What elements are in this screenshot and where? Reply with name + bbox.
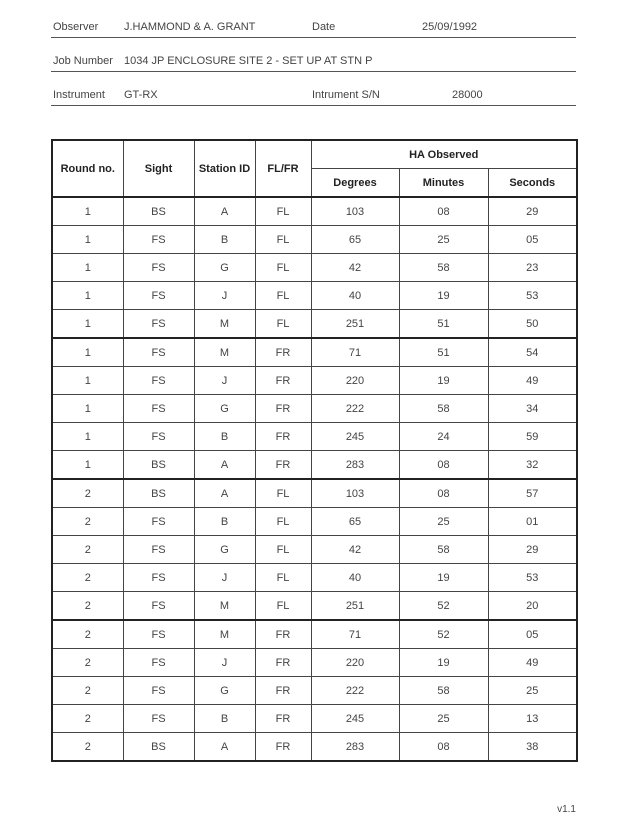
minutes-cell: 08 [399, 451, 488, 480]
face-cell: FR [255, 338, 311, 367]
degrees-cell: 220 [311, 649, 399, 677]
degrees-cell: 283 [311, 733, 399, 762]
face-cell: FR [255, 705, 311, 733]
seconds-cell: 13 [488, 705, 577, 733]
table-row [52, 536, 577, 564]
sight-cell: FS [123, 592, 194, 621]
degrees-cell: 71 [311, 338, 399, 367]
instrument-value: GT-RX [124, 89, 158, 101]
face-cell: FL [255, 592, 311, 621]
degrees-cell: 220 [311, 367, 399, 395]
col-round-header: Round no. [52, 140, 123, 197]
minutes-cell: 51 [399, 310, 488, 339]
table-row [52, 367, 577, 395]
station-cell: M [194, 620, 255, 649]
round-cell: 2 [52, 508, 123, 536]
round-cell: 2 [52, 649, 123, 677]
col-ha-observed-header: HA Observed [311, 140, 577, 169]
sight-cell: FS [123, 338, 194, 367]
degrees-cell: 103 [311, 479, 399, 508]
station-cell: M [194, 592, 255, 621]
face-cell: FR [255, 649, 311, 677]
face-cell: FL [255, 226, 311, 254]
round-cell: 1 [52, 451, 123, 480]
col-face-header: FL/FR [255, 140, 311, 197]
round-cell: 1 [52, 423, 123, 451]
table-row [52, 705, 577, 733]
round-cell: 2 [52, 564, 123, 592]
degrees-cell: 222 [311, 677, 399, 705]
job-number-value: 1034 JP ENCLOSURE SITE 2 - SET UP AT STN P [124, 55, 373, 67]
degrees-cell: 251 [311, 310, 399, 339]
minutes-cell: 51 [399, 338, 488, 367]
table-row [52, 620, 577, 649]
date-value: 25/09/1992 [422, 21, 478, 33]
sight-cell: FS [123, 536, 194, 564]
face-cell: FL [255, 536, 311, 564]
table-row [52, 197, 577, 226]
face-cell: FL [255, 508, 311, 536]
seconds-cell: 53 [488, 564, 577, 592]
degrees-cell: 40 [311, 282, 399, 310]
seconds-cell: 49 [488, 367, 577, 395]
sight-cell: BS [123, 733, 194, 762]
seconds-cell: 20 [488, 592, 577, 621]
station-cell: J [194, 649, 255, 677]
round-cell: 2 [52, 536, 123, 564]
sight-cell: FS [123, 620, 194, 649]
instrument-row [51, 87, 576, 106]
seconds-cell: 38 [488, 733, 577, 762]
sight-cell: BS [123, 451, 194, 480]
station-cell: G [194, 536, 255, 564]
seconds-cell: 25 [488, 677, 577, 705]
table-row [52, 479, 577, 508]
table-row [52, 592, 577, 621]
station-cell: G [194, 254, 255, 282]
station-cell: B [194, 705, 255, 733]
degrees-cell: 65 [311, 508, 399, 536]
sight-cell: FS [123, 508, 194, 536]
station-cell: B [194, 226, 255, 254]
minutes-cell: 19 [399, 367, 488, 395]
round-cell: 1 [52, 338, 123, 367]
face-cell: FR [255, 395, 311, 423]
round-cell: 1 [52, 197, 123, 226]
station-cell: B [194, 508, 255, 536]
table-row [52, 338, 577, 367]
sight-cell: FS [123, 677, 194, 705]
observation-table [51, 139, 578, 762]
table-row [52, 423, 577, 451]
round-cell: 1 [52, 254, 123, 282]
station-cell: G [194, 677, 255, 705]
col-degrees-header: Degrees [311, 169, 399, 198]
seconds-cell: 34 [488, 395, 577, 423]
instrument-label: Instrument [53, 89, 105, 101]
station-cell: J [194, 564, 255, 592]
sight-cell: FS [123, 395, 194, 423]
round-cell: 1 [52, 226, 123, 254]
instrument-serial-value: 28000 [452, 89, 483, 101]
round-cell: 2 [52, 479, 123, 508]
seconds-cell: 01 [488, 508, 577, 536]
minutes-cell: 25 [399, 508, 488, 536]
minutes-cell: 08 [399, 197, 488, 226]
face-cell: FR [255, 677, 311, 705]
date-label: Date [312, 21, 336, 33]
station-cell: M [194, 310, 255, 339]
table-row [52, 254, 577, 282]
degrees-cell: 65 [311, 226, 399, 254]
sight-cell: FS [123, 423, 194, 451]
minutes-cell: 24 [399, 423, 488, 451]
minutes-cell: 25 [399, 226, 488, 254]
col-station-header: Station ID [194, 140, 255, 197]
face-cell: FL [255, 197, 311, 226]
minutes-cell: 58 [399, 254, 488, 282]
col-minutes-header: Minutes [399, 169, 488, 198]
station-cell: J [194, 282, 255, 310]
round-cell: 2 [52, 705, 123, 733]
round-cell: 2 [52, 677, 123, 705]
round-cell: 1 [52, 395, 123, 423]
minutes-cell: 58 [399, 395, 488, 423]
table-row [52, 226, 577, 254]
sight-cell: BS [123, 197, 194, 226]
minutes-cell: 19 [399, 564, 488, 592]
station-cell: G [194, 395, 255, 423]
seconds-cell: 53 [488, 282, 577, 310]
station-cell: B [194, 423, 255, 451]
seconds-cell: 49 [488, 649, 577, 677]
degrees-cell: 245 [311, 705, 399, 733]
degrees-cell: 251 [311, 592, 399, 621]
table-row [52, 649, 577, 677]
round-cell: 1 [52, 310, 123, 339]
degrees-cell: 40 [311, 564, 399, 592]
observer-row [51, 19, 576, 38]
face-cell: FL [255, 282, 311, 310]
seconds-cell: 05 [488, 226, 577, 254]
minutes-cell: 08 [399, 479, 488, 508]
degrees-cell: 71 [311, 620, 399, 649]
station-cell: J [194, 367, 255, 395]
table-row [52, 733, 577, 762]
sight-cell: FS [123, 705, 194, 733]
table-row [52, 508, 577, 536]
sight-cell: FS [123, 254, 194, 282]
minutes-cell: 25 [399, 705, 488, 733]
minutes-cell: 52 [399, 592, 488, 621]
table-row [52, 451, 577, 480]
col-sight-header: Sight [123, 140, 194, 197]
face-cell: FR [255, 733, 311, 762]
instrument-serial-label: Intrument S/N [312, 89, 380, 101]
seconds-cell: 23 [488, 254, 577, 282]
face-cell: FR [255, 451, 311, 480]
degrees-cell: 42 [311, 254, 399, 282]
table-row [52, 564, 577, 592]
job-number-row [51, 53, 576, 72]
table-row [52, 395, 577, 423]
sight-cell: FS [123, 282, 194, 310]
observer-label: Observer [53, 21, 99, 33]
degrees-cell: 103 [311, 197, 399, 226]
col-seconds-header: Seconds [488, 169, 577, 198]
face-cell: FL [255, 564, 311, 592]
sight-cell: FS [123, 226, 194, 254]
degrees-cell: 222 [311, 395, 399, 423]
station-cell: M [194, 338, 255, 367]
minutes-cell: 19 [399, 649, 488, 677]
round-cell: 2 [52, 733, 123, 762]
round-cell: 2 [52, 620, 123, 649]
seconds-cell: 50 [488, 310, 577, 339]
sight-cell: FS [123, 310, 194, 339]
seconds-cell: 54 [488, 338, 577, 367]
face-cell: FL [255, 254, 311, 282]
table-row [52, 677, 577, 705]
version-label: v1.1 [557, 804, 576, 815]
minutes-cell: 19 [399, 282, 488, 310]
seconds-cell: 59 [488, 423, 577, 451]
degrees-cell: 245 [311, 423, 399, 451]
round-cell: 1 [52, 367, 123, 395]
seconds-cell: 05 [488, 620, 577, 649]
sight-cell: FS [123, 649, 194, 677]
station-cell: A [194, 197, 255, 226]
seconds-cell: 29 [488, 197, 577, 226]
round-cell: 1 [52, 282, 123, 310]
station-cell: A [194, 451, 255, 480]
station-cell: A [194, 479, 255, 508]
observation-table-body [52, 197, 577, 761]
minutes-cell: 52 [399, 620, 488, 649]
observer-value: J.HAMMOND & A. GRANT [124, 21, 256, 33]
degrees-cell: 42 [311, 536, 399, 564]
job-number-label: Job Number [53, 55, 113, 67]
face-cell: FR [255, 620, 311, 649]
seconds-cell: 29 [488, 536, 577, 564]
sight-cell: BS [123, 479, 194, 508]
minutes-cell: 08 [399, 733, 488, 762]
degrees-cell: 283 [311, 451, 399, 480]
seconds-cell: 57 [488, 479, 577, 508]
seconds-cell: 32 [488, 451, 577, 480]
face-cell: FL [255, 479, 311, 508]
face-cell: FR [255, 423, 311, 451]
table-row [52, 282, 577, 310]
station-cell: A [194, 733, 255, 762]
minutes-cell: 58 [399, 536, 488, 564]
table-row [52, 310, 577, 339]
sight-cell: FS [123, 367, 194, 395]
sight-cell: FS [123, 564, 194, 592]
face-cell: FR [255, 367, 311, 395]
minutes-cell: 58 [399, 677, 488, 705]
face-cell: FL [255, 310, 311, 339]
round-cell: 2 [52, 592, 123, 621]
